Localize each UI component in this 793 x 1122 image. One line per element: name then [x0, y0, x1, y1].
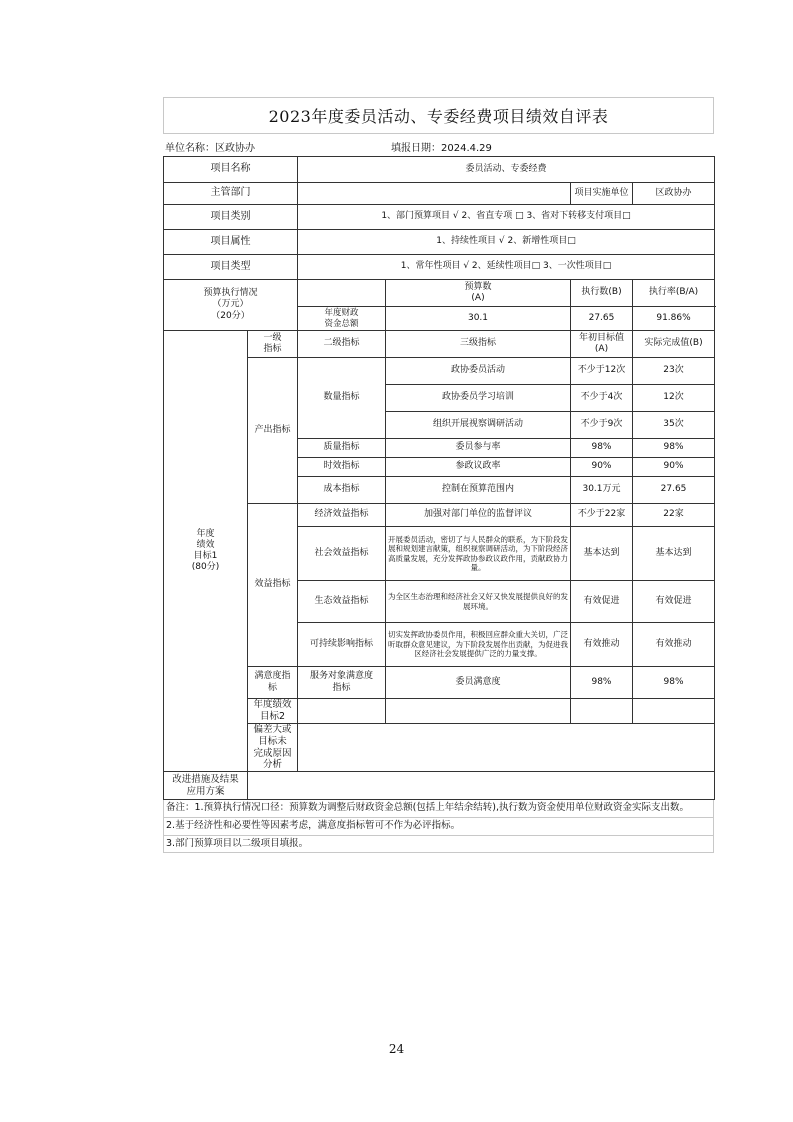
indicator-actual: 98%: [633, 439, 715, 458]
indicator-target: 98%: [571, 667, 633, 699]
row-budget-header: [164, 280, 715, 307]
row-category: [164, 205, 715, 230]
note-2: 2.基于经济性和必要性等因素考虑，满意度指标暂可不作为必评指标。: [163, 818, 714, 836]
quality-indicator-label: 质量指标: [298, 439, 386, 458]
economic-indicator-label: 经济效益指标: [298, 504, 386, 527]
impl-unit-value: 区政协办: [633, 183, 715, 205]
type-label: 项目类型: [164, 255, 298, 280]
social-indicator-label: 社会效益指标: [298, 527, 386, 581]
note-1: 备注：1.预算执行情况口径：预算数为调整后财政资金总额(包括上年结余结转),执行数为资金使用单位财政资金实际支出数。: [163, 800, 714, 818]
category-value: 1、部门预算项目 √ 2、省直专项 □ 3、省对下转移支付项目□: [298, 205, 715, 230]
form-title: 2023年度委员活动、专委经费项目绩效自评表: [163, 97, 714, 134]
indicator-name: 委员参与率: [386, 439, 571, 458]
indicator-target: 不少于12次: [571, 358, 633, 385]
budget-b: 27.65: [571, 307, 633, 331]
budget-rate: 91.86%: [633, 307, 715, 331]
indicator-target: 不少于9次: [571, 412, 633, 439]
budget-a: 30.1: [386, 307, 571, 331]
header-lvl1: 一级 指标: [248, 331, 298, 358]
service-satisfaction-label: 服务对象满意度 指标: [298, 667, 386, 699]
attribute-value: 1、持续性项目 √ 2、新增性项目□: [298, 230, 715, 255]
header-target: 年初目标值 (A): [571, 331, 633, 358]
indicator-target: 不少于22家: [571, 504, 633, 527]
indicator-name: 参政议政率: [386, 458, 571, 477]
row-dept: [164, 183, 715, 205]
budget-label: 预算执行情况 （万元） （20分）: [164, 280, 298, 331]
indicator-target: 不少于4次: [571, 385, 633, 412]
indicator-name: 切实发挥政协委员作用，积极回应群众重大关切，广泛听取群众意见建议，为下阶段发展作出贡献，为促进我区经济社会发展提供广泛的力量支撑。: [386, 623, 571, 667]
goal2-label: 年度绩效目标2: [248, 699, 298, 724]
eco-indicator-label: 生态效益指标: [298, 581, 386, 623]
indicator-actual: 12次: [633, 385, 715, 412]
indicator-target: 90%: [571, 458, 633, 477]
row-goal-headers: [164, 331, 715, 358]
budget-col-a: 预算数 (A): [386, 280, 571, 307]
goal1-label: 年度 绩效 目标1 (80分): [164, 331, 248, 772]
header-actual: 实际完成值(B): [633, 331, 715, 358]
header-lvl2: 二级指标: [298, 331, 386, 358]
header-lvl3: 三级指标: [386, 331, 571, 358]
output-indicator-label: 产出指标: [248, 358, 298, 504]
indicator-actual: 22家: [633, 504, 715, 527]
row-improve: [164, 772, 715, 800]
indicator-target: 基本达到: [571, 527, 633, 581]
budget-row-label: 年度财政 资金总额: [298, 307, 386, 331]
indicator-name: 加强对部门单位的监督评议: [386, 504, 571, 527]
page-number: 24: [388, 1042, 405, 1056]
indicator-actual: 有效推动: [633, 623, 715, 667]
dept-value: [298, 183, 571, 205]
unit-name: 单位名称：区政协办: [165, 143, 255, 154]
indicator-actual: 98%: [633, 667, 715, 699]
budget-col-b: 执行数(B): [571, 280, 633, 307]
indicator-name: 政协委员活动: [386, 358, 571, 385]
satisfaction-indicator-label: 满意度指 标: [248, 667, 298, 699]
indicator-target: 98%: [571, 439, 633, 458]
indicator-actual: 23次: [633, 358, 715, 385]
quantity-indicator-label: 数量指标: [298, 358, 386, 439]
indicator-target: 有效推动: [571, 623, 633, 667]
indicator-actual: 27.65: [633, 477, 715, 504]
evaluation-table: [163, 156, 715, 800]
indicator-name: 控制在预算范围内: [386, 477, 571, 504]
type-value: 1、常年性项目 √ 2、延续性项目□ 3、一次性项目□: [298, 255, 715, 280]
deviation-label: 偏差大或目标未 完成原因 分析: [248, 723, 298, 772]
project-name-value: 委员活动、专委经费: [298, 157, 715, 183]
notes: [163, 800, 714, 853]
cost-indicator-label: 成本指标: [298, 477, 386, 504]
category-label: 项目类别: [164, 205, 298, 230]
indicator-actual: 有效促进: [633, 581, 715, 623]
indicator-name: 开展委员活动，密切了与人民群众的联系，为下阶段发展和规划建言献策，组织视察调研活动，为下阶段经济高质量发展，充分发挥政协参政议政作用，贡献政协力量。: [386, 527, 571, 581]
indicator-actual: 90%: [633, 458, 715, 477]
indicator-name: 为全区生态治理和经济社会又好又快发展提供良好的发展环境。: [386, 581, 571, 623]
indicator-target: 30.1万元: [571, 477, 633, 504]
row-project-name: [164, 157, 715, 183]
indicator-name: 政协委员学习培训: [386, 385, 571, 412]
report-date: 填报日期：2024.4.29: [391, 143, 492, 154]
dept-label: 主管部门: [164, 183, 298, 205]
row-attribute: [164, 230, 715, 255]
indicator-name: 委员满意度: [386, 667, 571, 699]
info-line: [163, 134, 714, 156]
budget-col-rate: 执行率(B/A): [633, 280, 715, 307]
attribute-label: 项目属性: [164, 230, 298, 255]
indicator-name: 组织开展视察调研活动: [386, 412, 571, 439]
effect-indicator-label: 效益指标: [248, 504, 298, 667]
impl-unit-label: 项目实施单位: [571, 183, 633, 205]
sustain-indicator-label: 可持续影响指标: [298, 623, 386, 667]
row-type: [164, 255, 715, 280]
indicator-actual: 基本达到: [633, 527, 715, 581]
project-name-label: 项目名称: [164, 157, 298, 183]
indicator-target: 有效促进: [571, 581, 633, 623]
timeliness-indicator-label: 时效指标: [298, 458, 386, 477]
evaluation-sheet: [163, 97, 714, 853]
note-3: 3.部门预算项目以二级项目填报。: [163, 836, 714, 854]
improve-label: 改进措施及结果 应用方案: [164, 772, 248, 800]
indicator-actual: 35次: [633, 412, 715, 439]
